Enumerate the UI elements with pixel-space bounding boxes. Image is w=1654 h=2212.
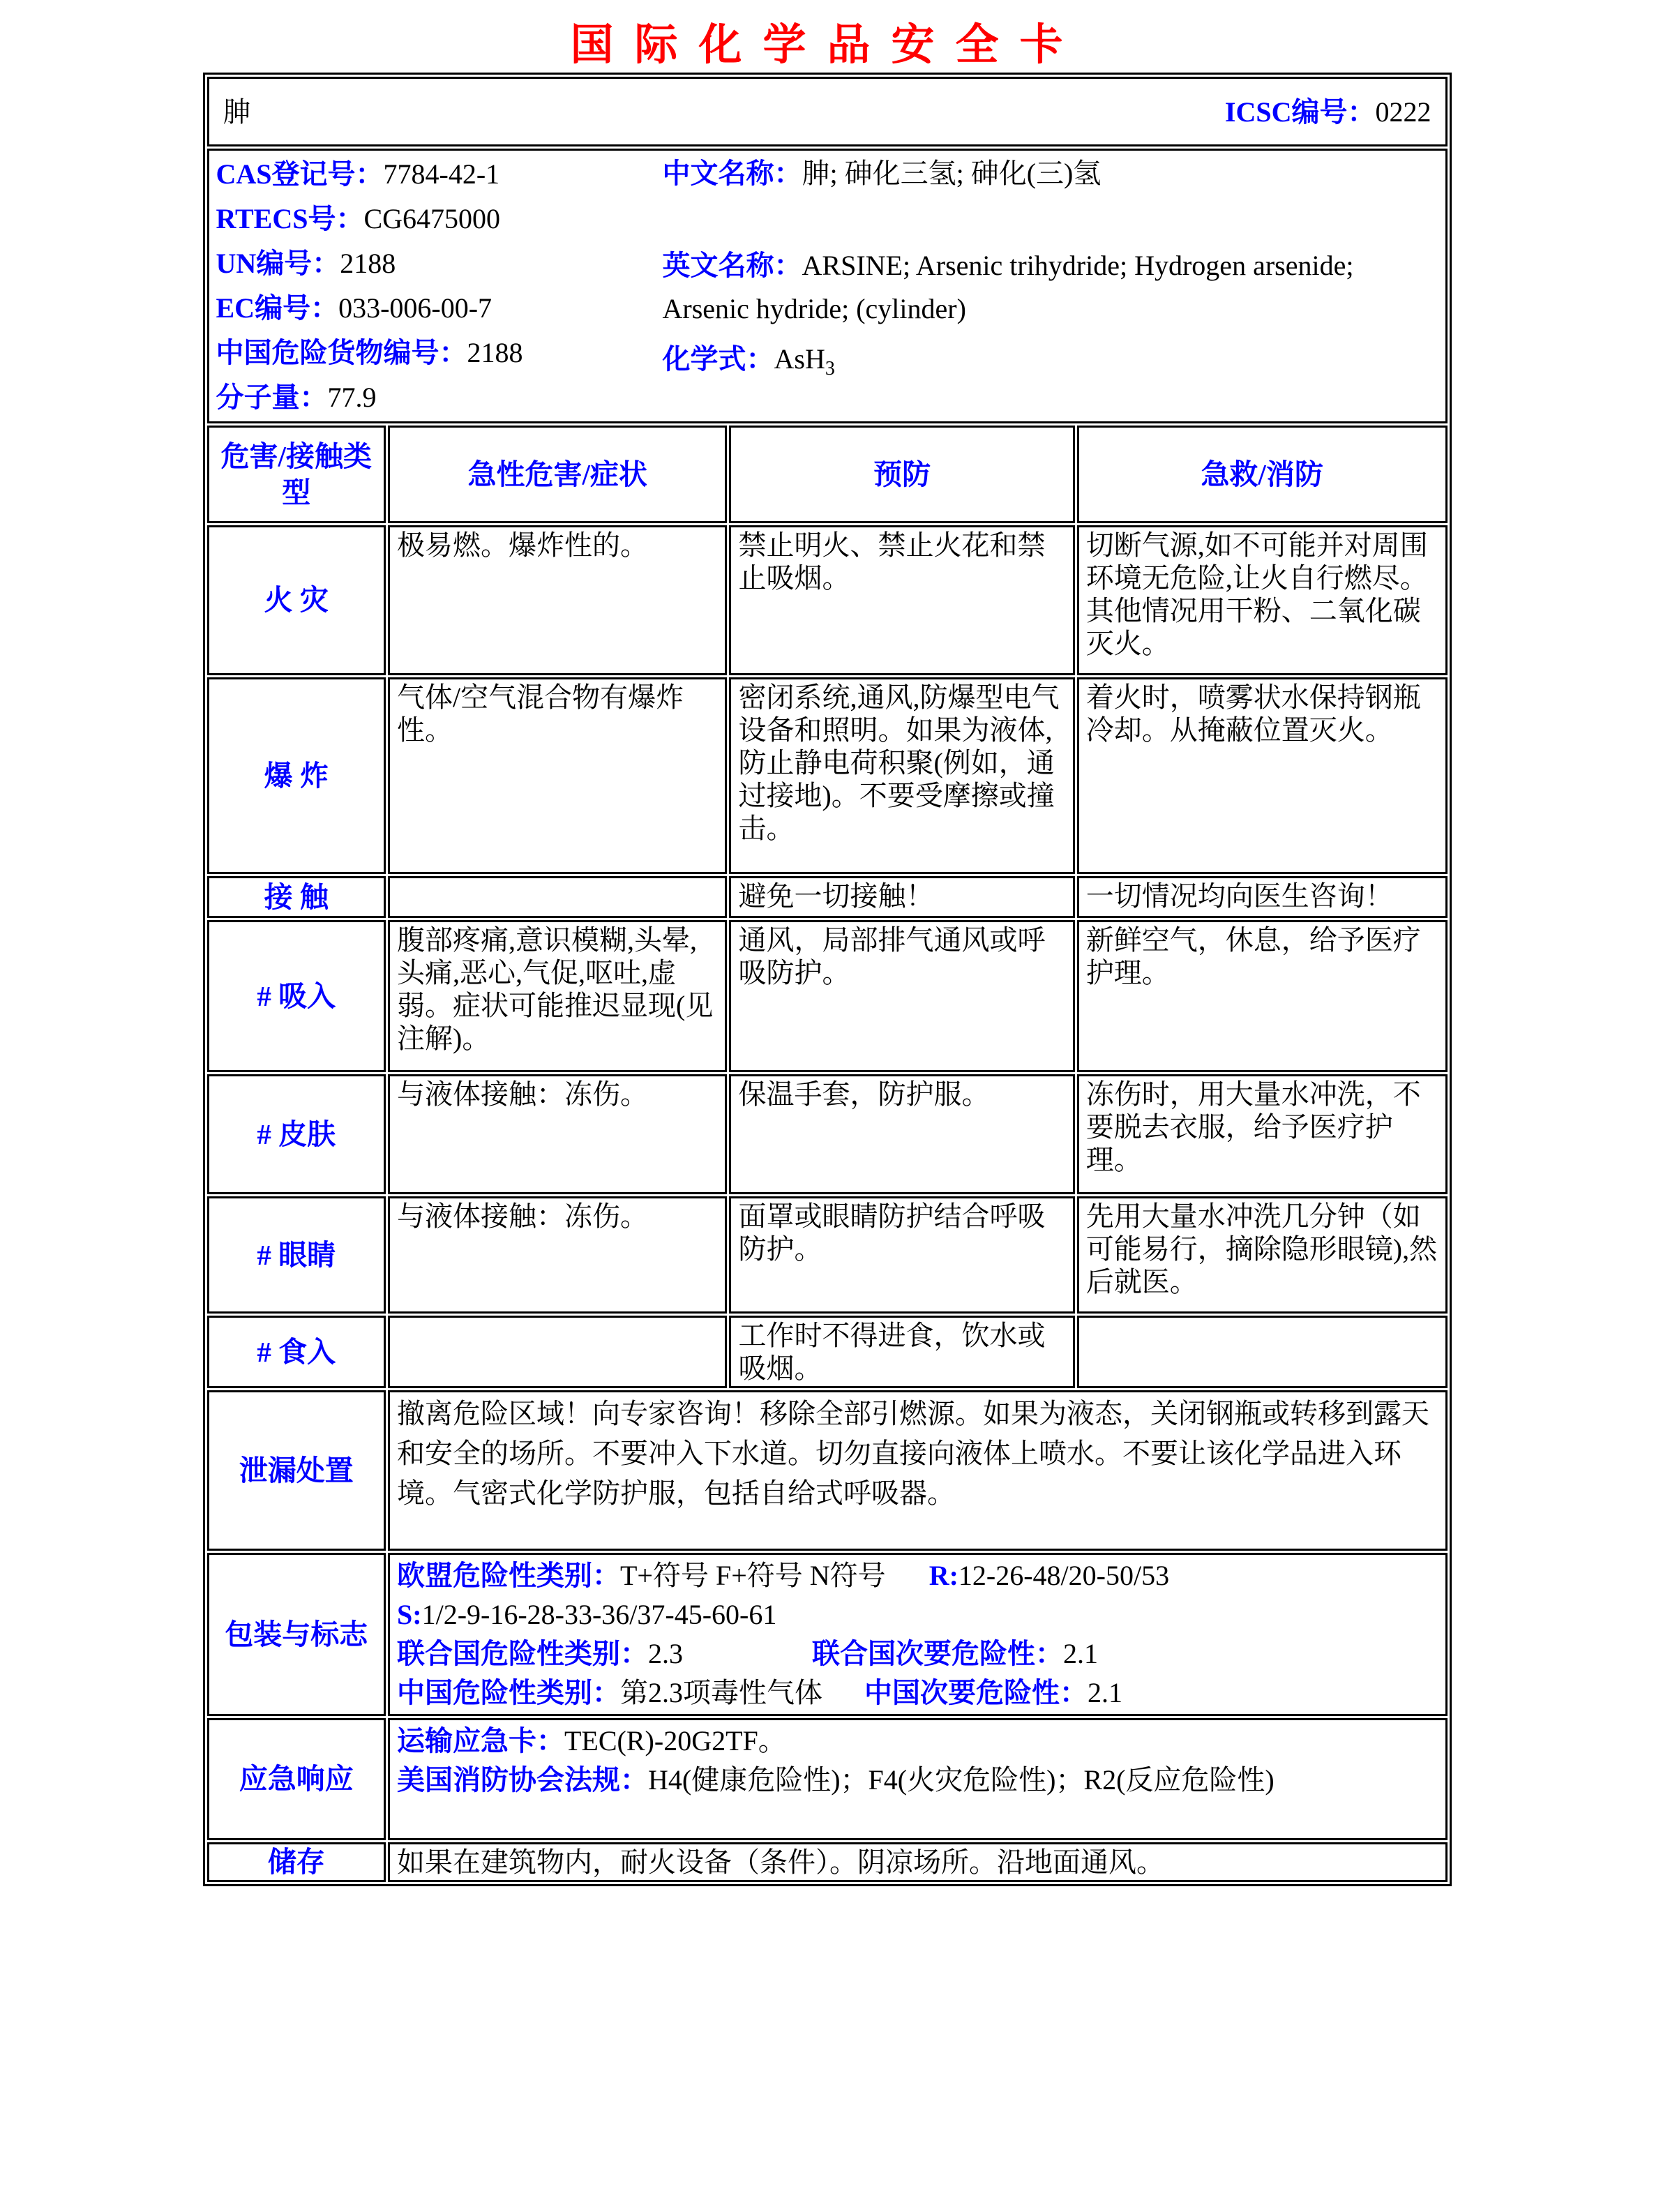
emergency-tec-line [397, 1722, 1438, 1761]
nfpa-code-label: 美国消防协会法规： [397, 1764, 648, 1796]
cn-dg-label: 中国危险货物编号： [216, 337, 467, 368]
spillage-row [207, 1390, 1448, 1551]
un-label: UN编号： [216, 248, 340, 279]
packaging-s-line [397, 1595, 1438, 1634]
emergency-nfpa-line [397, 1761, 1438, 1800]
hazard-header-symptoms: 急性危害/症状 [388, 426, 727, 523]
formula-subscript: 3 [825, 358, 835, 379]
identifier-item [216, 331, 663, 375]
identifier-item [216, 152, 663, 197]
ec-label: EC编号： [216, 292, 339, 324]
chemical-formula [663, 338, 1438, 391]
substance-name: 胂 [223, 96, 251, 128]
english-name-value: ARSINE; Arsenic trihydride; Hydrogen arsenide; Arsenic hydride; (cylinder) [662, 250, 1354, 324]
eu-class-label: 欧盟危险性类别： [397, 1560, 620, 1591]
cas-value: 7784-42-1 [383, 158, 500, 190]
un-subrisk-value: 2.1 [1063, 1638, 1098, 1669]
skin-prevention: 保温手套，防护服。 [729, 1074, 1074, 1194]
emergency-row [207, 1718, 1448, 1840]
ingestion-symptoms [388, 1316, 727, 1388]
un-class-value: 2.3 [648, 1638, 683, 1669]
hazard-row-skin [207, 1074, 1448, 1194]
cn-dg-value: 2188 [467, 337, 523, 368]
safety-card-table [203, 73, 1452, 1886]
icsc-value: 0222 [1375, 96, 1431, 128]
hazard-row-eyes [207, 1196, 1448, 1314]
identifier-item [216, 286, 663, 331]
tec-card-label: 运输应急卡： [397, 1725, 564, 1756]
molweight-value: 77.9 [327, 382, 377, 413]
hazard-header-type: 危害/接触类型 [207, 426, 386, 523]
cas-label: CAS登记号： [216, 158, 384, 190]
emergency-label: 应急响应 [207, 1718, 386, 1840]
storage-row [207, 1842, 1448, 1882]
r-phrases-value: 12-26-48/20-50/53 [958, 1560, 1170, 1591]
exposure-response: 一切情况均向医生咨询！ [1077, 876, 1448, 918]
explosion-symptoms: 气体/空气混合物有爆炸性。 [388, 677, 727, 874]
s-phrases-value: 1/2-9-16-28-33-36/37-45-60-61 [421, 1599, 777, 1630]
explosion-prevention: 密闭系统,通风,防爆型电气设备和照明。如果为液体,防止静电荷积聚(例如，通过接地)。不要受摩擦或撞击。 [729, 677, 1074, 874]
rtecs-label: RTECS号： [216, 203, 364, 234]
molweight-label: 分子量： [216, 382, 328, 413]
hazard-row-inhalation [207, 920, 1448, 1072]
packaging-label: 包装与标志 [207, 1553, 386, 1716]
eu-class-value: T+符号 F+符号 N符号 [620, 1560, 886, 1591]
skin-response: 冻伤时，用大量水冲洗，不要脱去衣服，给予医疗护理。 [1077, 1074, 1448, 1194]
cn-class-label: 中国危险性类别： [397, 1677, 620, 1708]
r-phrases-label: R: [929, 1560, 958, 1591]
eyes-prevention: 面罩或眼睛防护结合呼吸防护。 [729, 1196, 1074, 1314]
un-subrisk-label: 联合国次要危险性： [812, 1638, 1063, 1669]
packaging-eu-line [397, 1556, 1438, 1595]
card-header-row [207, 77, 1448, 146]
fire-symptoms: 极易燃。爆炸性的。 [388, 525, 727, 675]
hazard-type-eyes: # 眼睛 [207, 1196, 386, 1314]
chinese-name [663, 152, 1438, 195]
packaging-un-line [397, 1634, 1438, 1673]
ingestion-response [1077, 1316, 1448, 1388]
eyes-response: 先用大量水冲洗几分钟（如可能易行，摘除隐形眼镜),然后就医。 [1077, 1196, 1448, 1314]
hazard-type-explosion: 爆 炸 [207, 677, 386, 874]
spillage-label: 泄漏处置 [207, 1390, 386, 1551]
emergency-content [388, 1718, 1448, 1840]
storage-content: 如果在建筑物内，耐火设备（条件）。阴凉场所。沿地面通风。 [388, 1842, 1448, 1882]
cn-class-value: 第2.3项毒性气体 [620, 1677, 822, 1708]
storage-label: 储存 [207, 1842, 386, 1882]
identifier-item [216, 375, 663, 420]
exposure-symptoms [388, 876, 727, 918]
formula-label: 化学式： [662, 343, 774, 375]
ec-value: 033-006-00-7 [338, 292, 493, 324]
identifier-list [216, 152, 663, 420]
inhalation-response: 新鲜空气，休息，给予医疗护理。 [1077, 920, 1448, 1072]
eyes-symptoms: 与液体接触：冻伤。 [388, 1196, 727, 1314]
tec-card-value: TEC(R)-20G2TF。 [564, 1725, 786, 1756]
hazard-header-row [207, 426, 1448, 523]
spillage-content: 撤离危险区域！向专家咨询！移除全部引燃源。如果为液态，关闭钢瓶或转移到露天和安全的场所。不要冲入下水道。切勿直接向液体上喷水。不要让该化学品进入环境。气密式化学防护服，包括自给式呼吸器。 [388, 1390, 1448, 1551]
skin-symptoms: 与液体接触：冻伤。 [388, 1074, 727, 1194]
english-name-label: 英文名称： [662, 250, 802, 281]
formula-base: AsH [774, 343, 825, 375]
inhalation-prevention: 通风，局部排气通风或呼吸防护。 [729, 920, 1074, 1072]
nfpa-code-value: H4(健康危险性)；F4(火灾危险性)；R2(反应危险性) [648, 1764, 1275, 1796]
ingestion-prevention: 工作时不得进食，饮水或吸烟。 [729, 1316, 1074, 1388]
identifier-item [216, 241, 663, 286]
packaging-content [388, 1553, 1448, 1716]
exposure-prevention: 避免一切接触！ [729, 876, 1074, 918]
fire-prevention: 禁止明火、禁止火花和禁止吸烟。 [729, 525, 1074, 675]
hazard-type-fire: 火 灾 [207, 525, 386, 675]
hazard-row-fire [207, 525, 1448, 675]
identity-row [207, 149, 1448, 423]
identifier-item [216, 197, 663, 241]
inhalation-symptoms: 腹部疼痛,意识模糊,头晕,头痛,恶心,气促,呕吐,虚弱。症状可能推迟显现(见注解)。 [388, 920, 727, 1072]
icsc-label: ICSC编号： [1224, 96, 1376, 128]
rtecs-value: CG6475000 [363, 203, 501, 234]
s-phrases-label: S: [397, 1599, 422, 1630]
hazard-header-prevention: 预防 [729, 426, 1074, 523]
un-value: 2188 [340, 248, 396, 279]
hazard-type-ingestion: # 食入 [207, 1316, 386, 1388]
hazard-header-response: 急救/消防 [1077, 426, 1448, 523]
hazard-type-skin: # 皮肤 [207, 1074, 386, 1194]
card-header-cell [207, 77, 1448, 146]
name-block [663, 152, 1438, 420]
page-title: 国际化学品安全卡 [570, 22, 1084, 69]
un-class-label: 联合国危险性类别： [397, 1638, 648, 1669]
hazard-row-explosion [207, 677, 1448, 874]
cn-subrisk-label: 中国次要危险性： [864, 1677, 1088, 1708]
hazard-row-ingestion [207, 1316, 1448, 1388]
chinese-name-label: 中文名称： [662, 158, 802, 189]
identity-cell [207, 149, 1448, 423]
hazard-row-exposure [207, 876, 1448, 918]
hazard-type-inhalation: # 吸入 [207, 920, 386, 1072]
chinese-name-value: 胂; 砷化三氢; 砷化(三)氢 [802, 158, 1102, 189]
packaging-row [207, 1553, 1448, 1716]
english-name [663, 244, 1438, 331]
icsc-number [1225, 96, 1431, 128]
fire-response: 切断气源,如不可能并对周围环境无危险,让火自行燃尽。其他情况用干粉、二氧化碳灭火。 [1077, 525, 1448, 675]
packaging-cn-line [397, 1673, 1438, 1713]
explosion-response: 着火时，喷雾状水保持钢瓶冷却。从掩蔽位置灭火。 [1077, 677, 1448, 874]
cn-subrisk-value: 2.1 [1088, 1677, 1122, 1708]
hazard-type-exposure: 接 触 [207, 876, 386, 918]
